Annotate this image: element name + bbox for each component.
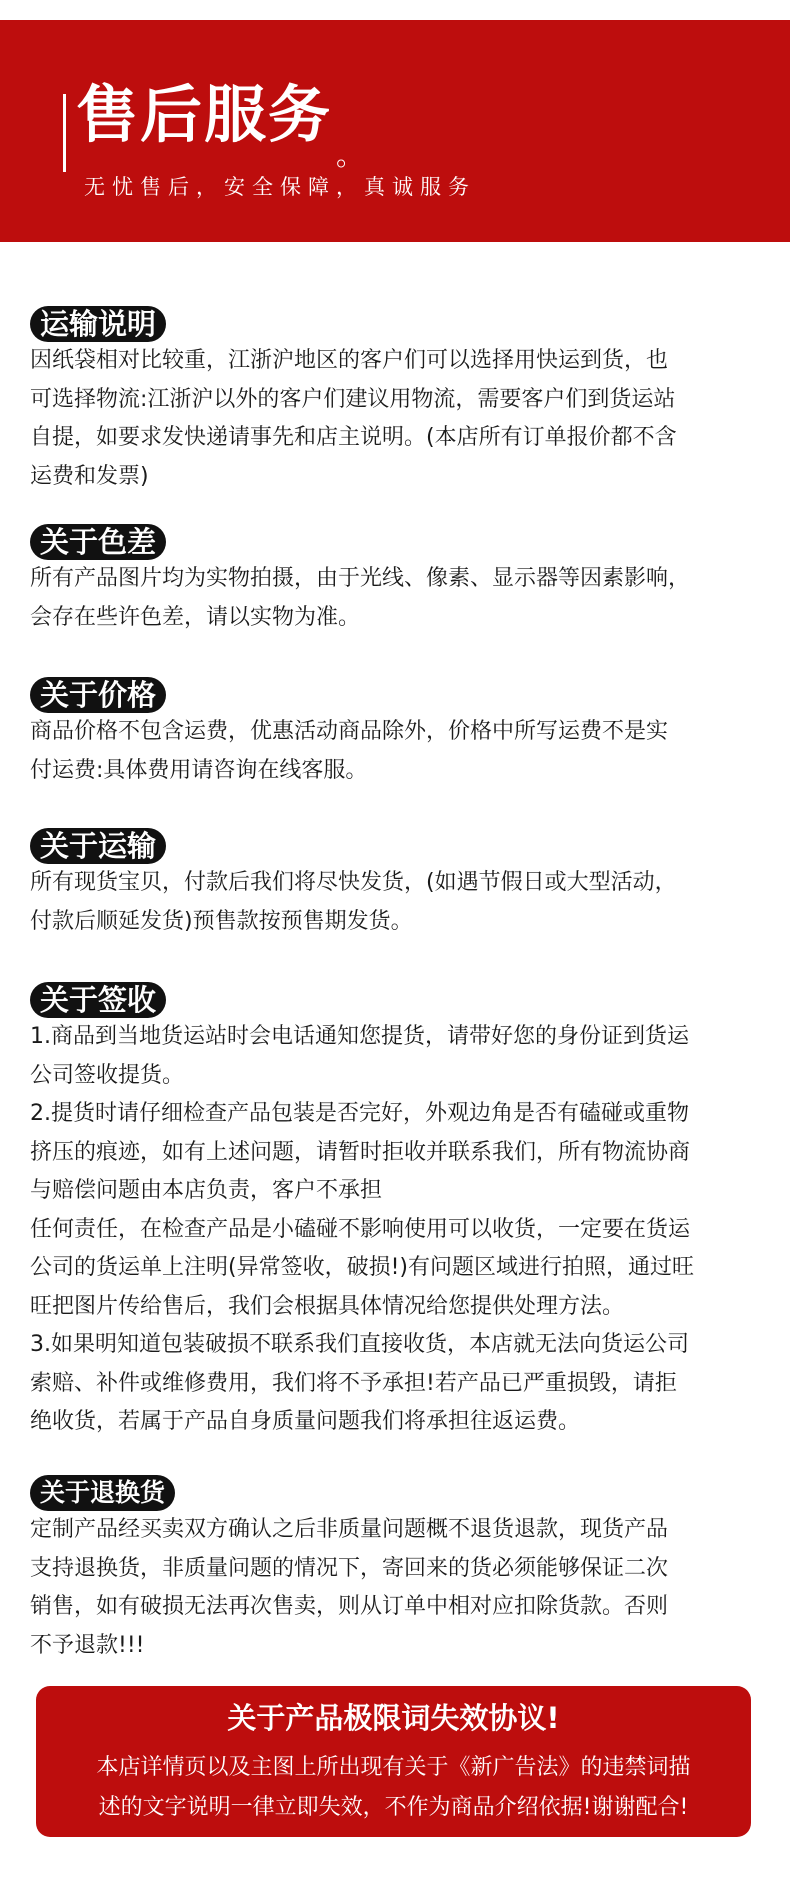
title-period: 。 [336, 139, 365, 172]
section-text: 所有现货宝贝，付款后我们将尽快发货，(如遇节假日或大型活动， 付款后顺延发货)预售款按预售期发货。 [30, 870, 677, 934]
section-tag: 关于色差 [30, 524, 166, 560]
disclaimer-text: 本店详情页以及主图上所出现有关于《新广告法》的违禁词描 述的文字说明一律立即失效，不作为商品介绍依据!谢谢配合! [96, 1755, 691, 1820]
title-accent-bar [63, 94, 66, 172]
page-title: 售后服务 [76, 78, 333, 151]
disclaimer-box [36, 1686, 751, 1837]
section-text: 因纸袋相对比较重，江浙沪地区的客户们可以选择用快运到货，也 可选择物流:江浙沪以外的客户们建议用物流，需要客户们到货运站 自提，如要求发快递请事先和店主说明。(本店所有订单报价都不含 运费和发票) [30, 348, 677, 489]
section-transport [30, 828, 770, 941]
section-tag: 关于退换货 [30, 1475, 175, 1511]
section-price [30, 677, 770, 790]
section-tag: 关于价格 [30, 677, 166, 713]
section-tag: 运输说明 [30, 306, 166, 342]
section-text: 所有产品图片均为实物拍摄，由于光线、像素、显示器等因素影响， 会存在些许色差，请以实物为准。 [30, 566, 691, 630]
header-banner [0, 20, 790, 242]
disclaimer-title: 关于产品极限词失效协议! [227, 1701, 560, 1735]
section-returns [30, 1475, 770, 1665]
section-tag: 关于签收 [30, 982, 166, 1018]
section-tag: 关于运输 [30, 828, 166, 864]
section-text: 定制产品经买卖双方确认之后非质量问题概不退货退款，现货产品 支持退换货，非质量问题的情况下，寄回来的货必须能够保证二次 销售，如有破损无法再次售卖，则从订单中相对应扣除货款。否则 不予退款!!! [30, 1517, 669, 1658]
section-text: 商品价格不包含运费，优惠活动商品除外，价格中所写运费不是实 付运费:具体费用请咨询在线客服。 [30, 719, 669, 783]
page-subtitle: 无忧售后，安全保障，真诚服务 [84, 175, 476, 199]
section-text: 1.商品到当地货运站时会电话通知您提货，请带好您的身份证到货运 公司签收提货。 2.提货时请仔细检查产品包装是否完好，外观边角是否有磕碰或重物 挤压的痕迹，如有上述问题，请暂时拒收并联系我们，所有物流协商 与赔偿问题由本店负责，客户不承担 任何责任，在检查产品是小磕碰不影响使用可以收货，一定要在货运 公司的货运单上注明(异常签收，破损!)有问题区域进行拍照，通过旺 旺把图片传给售后，我们会根据具体情况给您提供处理方法。 3.如果明知道包装破损不联系我们直接收货，本店就无法向货运公司 索赔、补件或维修费用，我们将不予承担!若产品已严重损毁，请拒 绝收货，若属于产品自身质量问题我们将承担往返运费。 [30, 1024, 694, 1434]
section-shipping-notes [30, 306, 770, 496]
section-color-difference [30, 524, 770, 637]
section-receipt [30, 982, 770, 1442]
